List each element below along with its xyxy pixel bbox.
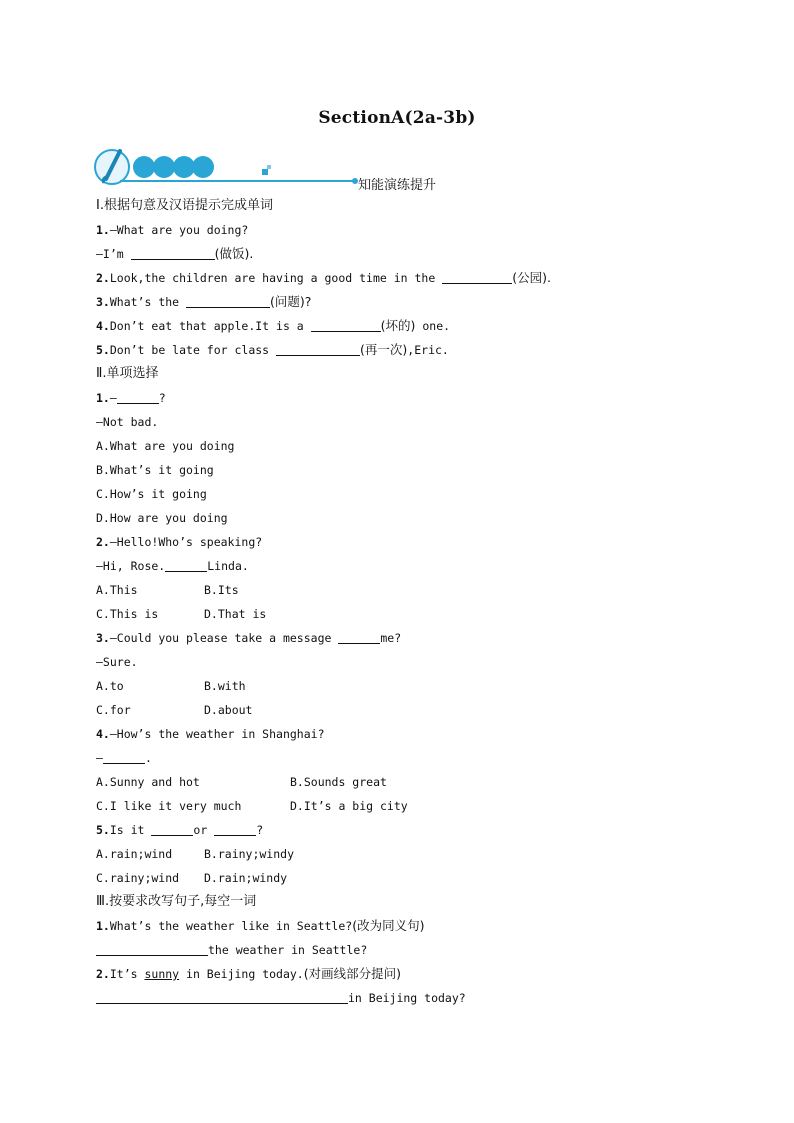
option-d[interactable]: D.about	[204, 703, 253, 717]
paintbrush-icon	[95, 150, 129, 184]
option-b[interactable]: B.Its	[204, 583, 239, 597]
s2-q1	[96, 386, 756, 410]
answer-blank[interactable]	[338, 628, 380, 644]
answer-blank[interactable]	[214, 820, 256, 836]
s2-q2	[96, 530, 756, 554]
section-heading-3: Ⅲ.按要求改写句子,每空一词	[96, 894, 257, 909]
option-a[interactable]: A.to	[96, 679, 124, 693]
question-text: Don’t be late for class	[109, 343, 277, 357]
question-text: What’s the	[109, 295, 187, 309]
option-b[interactable]: B.rainy;windy	[204, 847, 295, 861]
question-text: —What are you doing?	[109, 223, 249, 237]
option-c[interactable]: C.for	[96, 703, 131, 717]
s2-q2-options-row-1	[96, 578, 756, 602]
question-text: Look,the children are having a good time in the	[109, 271, 443, 285]
option-d[interactable]: D.That is	[204, 607, 267, 621]
s3-q1-answer	[96, 938, 756, 962]
question-text: It’s	[109, 967, 145, 981]
s2-q2-options-row-2	[96, 602, 756, 626]
banner-dot-3	[173, 156, 195, 178]
question-number: 4.	[96, 319, 110, 333]
question-text: —Hello!Who’s speaking?	[109, 535, 263, 549]
option-d[interactable]: D.How are you doing	[96, 511, 228, 525]
banner-dot-2	[153, 156, 175, 178]
question-text: What’s the weather like in Seattle?	[109, 919, 353, 933]
question-number: 2.	[96, 271, 110, 285]
s2-q2-response	[96, 554, 756, 578]
s2-q1-response: —Not bad.	[96, 415, 159, 429]
question-text: in Beijing today.	[179, 967, 304, 981]
question-number: 4.	[96, 727, 110, 741]
answer-blank[interactable]	[96, 940, 208, 956]
page-title: SectionA(2a-3b)	[318, 108, 476, 128]
question-text: Don’t eat that apple.It is a	[109, 319, 311, 333]
question-text: or	[193, 823, 215, 837]
answer-blank[interactable]	[117, 388, 159, 404]
s2-q4	[96, 722, 756, 746]
question-number: 3.	[96, 631, 110, 645]
s2-q3-options-row-1	[96, 674, 756, 698]
answer-blank[interactable]	[311, 316, 381, 332]
s2-q3	[96, 626, 756, 650]
s2-q4-response	[96, 746, 756, 770]
s1-q5	[96, 338, 756, 362]
section-heading-2: Ⅱ.单项选择	[96, 366, 159, 381]
option-c[interactable]: C.This is	[96, 607, 159, 621]
banner-label: 知能演练提升	[358, 178, 437, 193]
option-c[interactable]: C.rainy;wind	[96, 871, 180, 885]
question-text: Is it	[109, 823, 152, 837]
option-d[interactable]: D.rain;windy	[204, 871, 288, 885]
option-a[interactable]: A.rain;wind	[96, 847, 173, 861]
question-text: in Beijing today?	[348, 991, 466, 1005]
underlined-word: sunny	[144, 967, 180, 981]
question-text: me?	[380, 631, 402, 645]
question-text: ?	[256, 823, 264, 837]
s2-q3-response: —Sure.	[96, 655, 138, 669]
section-heading-1: Ⅰ.根据句意及汉语提示完成单词	[96, 198, 273, 213]
question-text: ?	[158, 391, 166, 405]
hint-text: (坏的)	[380, 318, 416, 333]
answer-blank[interactable]	[151, 820, 193, 836]
question-number: 1.	[96, 391, 110, 405]
option-a[interactable]: A.What are you doing	[96, 439, 235, 453]
hint-text: (对画线部分提问)	[303, 966, 401, 981]
question-number: 2.	[96, 967, 110, 981]
question-text: —I’m	[96, 247, 131, 261]
option-b[interactable]: B.with	[204, 679, 246, 693]
s2-q3-options-row-2	[96, 698, 756, 722]
s3-q2-answer	[96, 986, 756, 1010]
answer-blank[interactable]	[165, 556, 207, 572]
option-d[interactable]: D.It’s a big city	[290, 799, 408, 813]
s2-q5	[96, 818, 756, 842]
s1-q4	[96, 314, 756, 338]
answer-blank[interactable]	[186, 292, 270, 308]
banner-square-tiny	[267, 165, 271, 169]
option-a[interactable]: A.Sunny and hot	[96, 775, 200, 789]
worksheet-content	[96, 194, 756, 1010]
question-text: —Hi, Rose.	[96, 559, 166, 573]
hint-text: (再一次)	[360, 342, 408, 357]
question-number: 3.	[96, 295, 110, 309]
s1-q1-response	[96, 242, 756, 266]
option-c[interactable]: C.I like it very much	[96, 799, 242, 813]
s2-q5-options-row-1	[96, 842, 756, 866]
s3-q2	[96, 962, 756, 986]
question-text: —	[96, 751, 103, 765]
option-c[interactable]: C.How’s it going	[96, 487, 207, 501]
question-text: —How’s the weather in Shanghai?	[109, 727, 325, 741]
question-text: .	[144, 751, 152, 765]
question-number: 1.	[96, 919, 110, 933]
answer-blank[interactable]	[276, 340, 360, 356]
banner-square-small	[262, 169, 268, 175]
question-text: ,Eric.	[407, 343, 449, 357]
answer-blank[interactable]	[103, 748, 145, 764]
s2-q4-options-row-1	[96, 770, 756, 794]
hint-text: (问题)?	[270, 294, 312, 309]
s1-q3	[96, 290, 756, 314]
question-text: —Could you please take a message	[109, 631, 339, 645]
hint-text: (改为同义句)	[352, 918, 425, 933]
s2-q4-options-row-2	[96, 794, 756, 818]
question-text: one.	[415, 319, 451, 333]
option-a[interactable]: A.This	[96, 583, 138, 597]
option-b[interactable]: B.What’s it going	[96, 463, 214, 477]
option-b[interactable]: B.Sounds great	[290, 775, 387, 789]
answer-blank[interactable]	[442, 268, 512, 284]
question-number: 5.	[96, 343, 110, 357]
banner-dot-1	[133, 156, 155, 178]
s1-q1	[96, 218, 756, 242]
question-text: the weather in Seattle?	[208, 943, 368, 957]
s3-q1	[96, 914, 756, 938]
s2-q5-options-row-2	[96, 866, 756, 890]
hint-text: (公园).	[512, 270, 551, 285]
answer-blank[interactable]	[131, 244, 215, 260]
hint-text: (做饭).	[214, 246, 254, 261]
answer-blank[interactable]	[96, 988, 348, 1004]
question-text: Linda.	[207, 559, 249, 573]
s1-q2	[96, 266, 756, 290]
question-number: 1.	[96, 223, 110, 237]
question-number: 2.	[96, 535, 110, 549]
banner-dot-4	[192, 156, 214, 178]
question-text: —	[109, 391, 117, 405]
question-number: 5.	[96, 823, 110, 837]
